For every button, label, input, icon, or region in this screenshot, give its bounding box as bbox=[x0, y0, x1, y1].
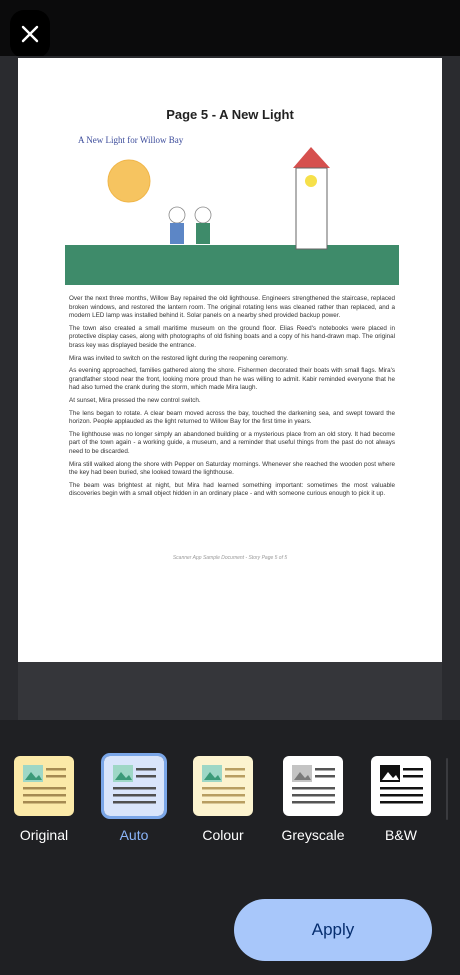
filter-label: Colour bbox=[202, 827, 244, 843]
filter-thumbnail bbox=[14, 756, 74, 816]
filter-greyscale[interactable] bbox=[278, 756, 348, 843]
paragraph: The town also created a small maritime museum on the ground floor. Elias Reed's notebooks were placed in protective display cases, along with photographs of old fishing boats and a copy of his hand-drawn map. The original brass key was displayed beside the entrance. bbox=[69, 324, 395, 349]
filter-thumbnail bbox=[193, 756, 253, 816]
apply-button[interactable]: Apply bbox=[234, 899, 432, 961]
paragraph: Mira was invited to switch on the restored light during the reopening ceremony. bbox=[69, 354, 288, 362]
image-icon bbox=[104, 756, 164, 816]
filter-auto[interactable] bbox=[99, 756, 169, 843]
filter-thumbnail bbox=[371, 756, 431, 816]
image-icon bbox=[193, 756, 253, 816]
illustration-caption: A New Light for Willow Bay bbox=[78, 135, 184, 145]
image-icon bbox=[283, 756, 343, 816]
carousel-scroll-indicator bbox=[446, 758, 448, 820]
document-illustration bbox=[65, 127, 399, 287]
image-icon bbox=[14, 756, 74, 816]
filter-label: Auto bbox=[119, 827, 149, 843]
paragraph: The beam was brightest at night, but Mira had learned something important: sometimes the most valuable discoveries begin with a small object hidden in an ordinary place - and with someone curious enough to pick it up. bbox=[69, 481, 395, 498]
paragraph: At sunset, Mira pressed the new control switch. bbox=[69, 396, 201, 404]
filter-label: B&W bbox=[385, 827, 417, 843]
filter-label: Original bbox=[19, 827, 69, 843]
paragraph: Mira still walked along the shore with Pepper on Saturday mornings. Whenever she reached the wooden post where the key had been buried, she looked toward the lighthouse. bbox=[69, 460, 395, 477]
close-icon bbox=[21, 25, 39, 43]
filter-carousel bbox=[0, 736, 460, 856]
top-bar bbox=[0, 0, 460, 56]
filter-label: Greyscale bbox=[281, 827, 345, 843]
filter-original[interactable] bbox=[9, 756, 79, 843]
document-body bbox=[69, 295, 395, 503]
paragraph: As evening approached, families gathered along the shore. Fishermen decorated their boats with small flags. Mira's grandfather stood near the front, looking more proud than he was willing to admit. Kabir reminded everyone that he had also turned the crank during the storm, which made Mira laugh. bbox=[69, 367, 395, 392]
document-title: Page 5 - A New Light bbox=[166, 107, 294, 122]
document-footer: Scanner App Sample Document - Story Page 5 of 5 bbox=[172, 555, 288, 561]
filter-bw[interactable] bbox=[366, 756, 436, 843]
paragraph: The lens began to rotate. A clear beam moved across the bay, touched the darkening sea, and swept toward the horizon. People applauded as the light returned to Willow Bay for the first time in years. bbox=[69, 409, 395, 426]
filter-thumbnail bbox=[283, 756, 343, 816]
paragraph: The lighthouse was no longer simply an abandoned building or a mysterious place from an old story. It had become part of the town again - a working guide, a museum, and a reminder that useful things from the past do not always need to be discarded. bbox=[69, 430, 395, 455]
image-icon bbox=[371, 756, 431, 816]
close-button[interactable] bbox=[10, 10, 50, 58]
preview-frame-bottom bbox=[18, 662, 442, 720]
paragraph: Over the next three months, Willow Bay repaired the old lighthouse. Engineers strengthened the staircase, replaced broken windows, and restored the lantern room. The original rotating lens was cleaned rather than replaced, and a modern LED lamp was installed behind it. Solar panels on a nearby shed provided backup power. bbox=[69, 295, 395, 320]
filter-thumbnail bbox=[104, 756, 164, 816]
scanned-document bbox=[18, 58, 442, 662]
filter-colour[interactable] bbox=[188, 756, 258, 843]
